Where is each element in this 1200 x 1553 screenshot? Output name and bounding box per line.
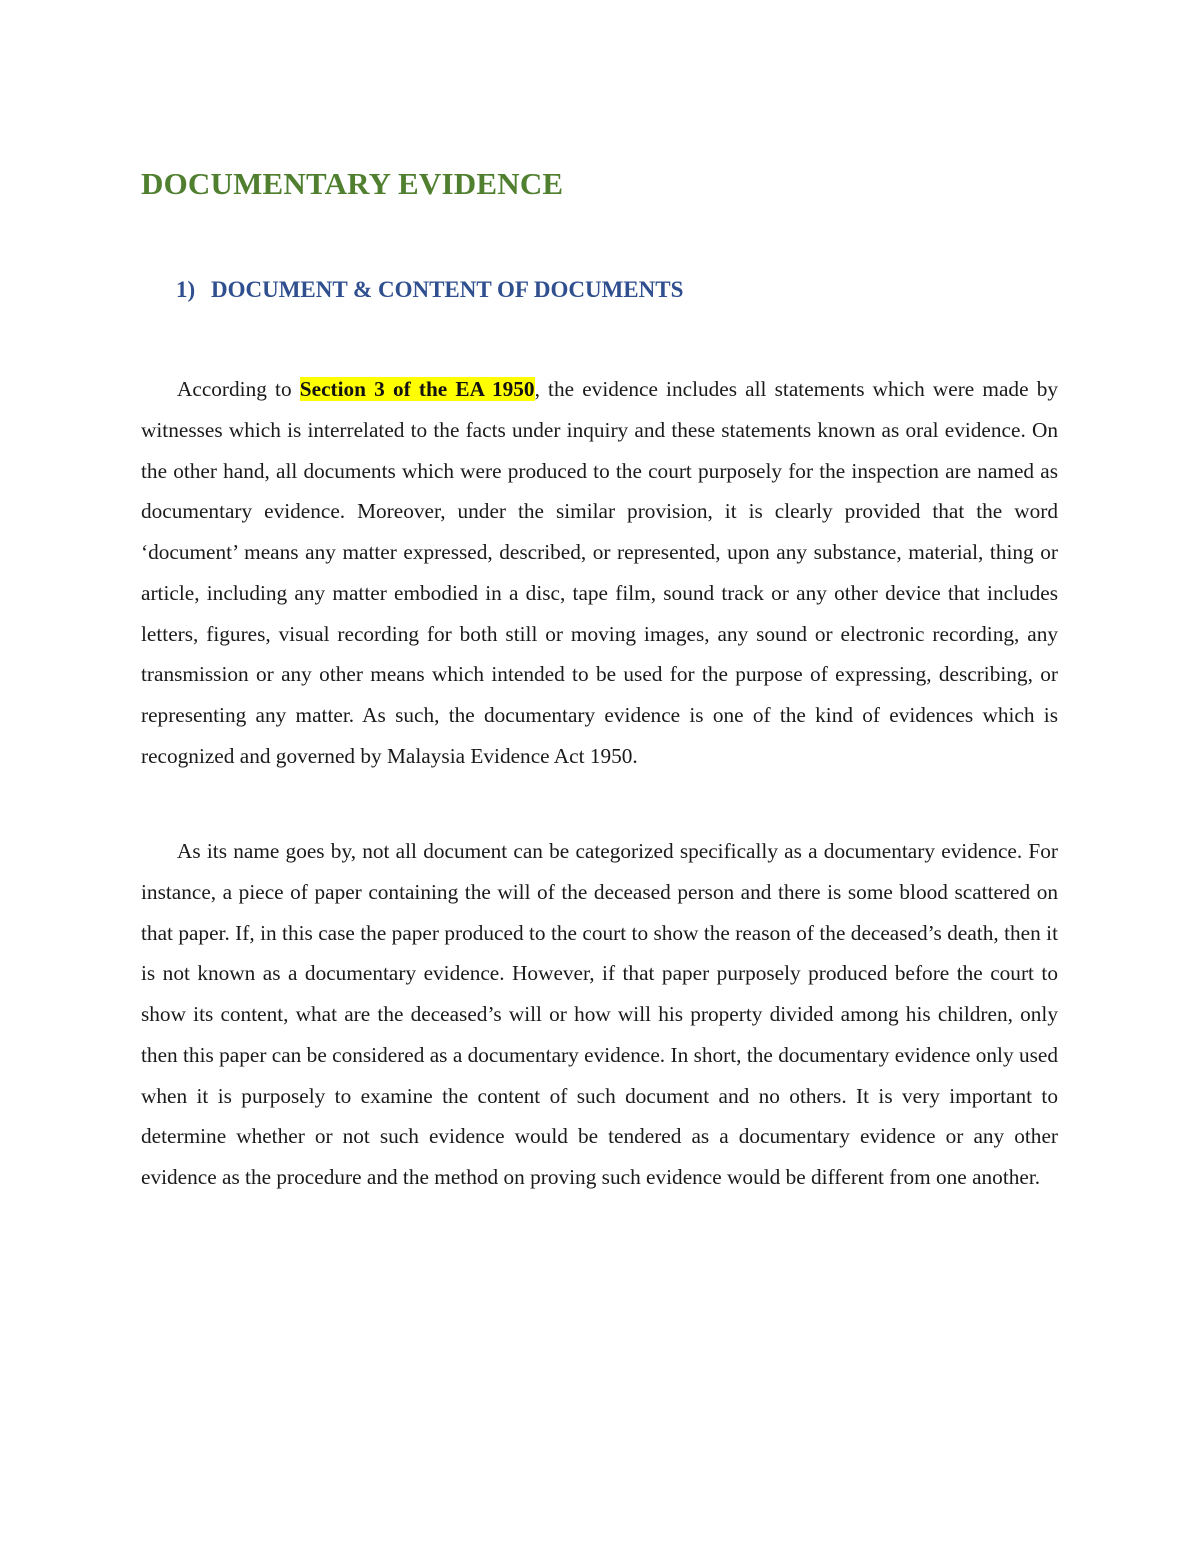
section-number: 1) [176,277,196,302]
paragraph-documentary-evidence-example: As its name goes by, not all document can be categorized specifically as a documentary evidence. For instance, a piece of paper containing the will of the deceased person and there is some blood scattered on that paper. If, in this case the paper produced to the court to show the reason of the deceased’s death, then it is not known as a documentary evidence. However, if that paper purposely produced before the court to show its content, what are the deceased’s will or how will his property divided among his children, only then this paper can be considered as a documentary evidence. In short, the documentary evidence only used when it is purposely to examine the content of such document and no others. It is very important to determine whether or not such evidence would be tendered as a documentary evidence or any other evidence as the procedure and the method on proving such evidence would be different from one another. [141,839,1058,1189]
paragraph-1-body: , the evidence includes all statements which were made by witnesses which is interrelated to the facts under inquiry and these statements known as oral evidence. On the other hand, all documents which were produced to the court purposely for the inspection are named as documentary evidence. Moreover, under the similar provision, it is clearly provided that the word ‘document’ means any matter expressed, described, or represented, upon any substance, material, thing or article, including any matter embodied in a disc, tape film, sound track or any other device that includes letters, figures, visual recording for both still or moving images, any sound or electronic recording, any transmission or any other means which intended to be used for the purpose of expressing, describing, or representing any matter. As such, the documentary evidence is one of the kind of evidences which is recognized and governed by Malaysia Evidence Act 1950. [141,377,1058,768]
section-heading [176,274,683,306]
highlighted-citation: Section 3 of the EA 1950 [299,377,535,401]
paragraph-section-3 [141,369,1058,777]
section-heading-text: DOCUMENT & CONTENT OF DOCUMENTS [211,277,684,302]
document-title: DOCUMENTARY EVIDENCE [141,166,564,201]
paragraph-1-lead: According to [177,377,300,401]
